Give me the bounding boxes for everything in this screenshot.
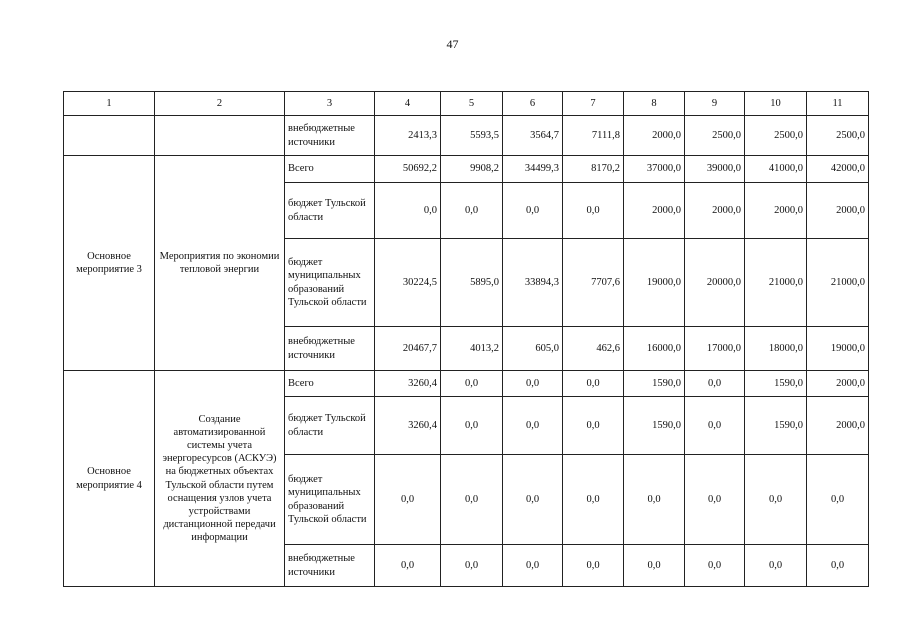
value-cell: 21000,0 <box>807 239 869 327</box>
value-cell: 1590,0 <box>745 371 807 397</box>
value-cell: 20000,0 <box>685 239 745 327</box>
value-cell: 0,0 <box>503 371 563 397</box>
value-cell: 19000,0 <box>624 239 685 327</box>
value-cell: 4013,2 <box>441 327 503 371</box>
value-cell: 0,0 <box>624 545 685 587</box>
value-cell: 2413,3 <box>375 116 441 156</box>
value-cell: 0,0 <box>807 455 869 545</box>
funding-source: внебюджетные источники <box>285 545 375 587</box>
funding-source: бюджет Тульской области <box>285 397 375 455</box>
value-cell: 0,0 <box>624 455 685 545</box>
value-cell: 0,0 <box>441 371 503 397</box>
value-cell: 2000,0 <box>807 397 869 455</box>
value-cell: 0,0 <box>503 545 563 587</box>
value-cell: 0,0 <box>563 397 624 455</box>
value-cell: 0,0 <box>745 455 807 545</box>
value-cell: 0,0 <box>563 455 624 545</box>
value-cell: 1590,0 <box>624 371 685 397</box>
value-cell: 2000,0 <box>685 183 745 239</box>
activity-code: Основное мероприятие 4 <box>64 371 155 587</box>
activity-name: Мероприятия по экономии тепловой энергии <box>155 156 285 371</box>
value-cell: 3260,4 <box>375 397 441 455</box>
value-cell: 0,0 <box>503 397 563 455</box>
funding-source: внебюджетные источники <box>285 327 375 371</box>
funding-source: Всего <box>285 156 375 183</box>
value-cell: 0,0 <box>563 545 624 587</box>
header-cell: 10 <box>745 92 807 116</box>
value-cell: 0,0 <box>503 455 563 545</box>
header-cell: 2 <box>155 92 285 116</box>
table-row <box>64 371 869 397</box>
value-cell: 30224,5 <box>375 239 441 327</box>
value-cell: 18000,0 <box>745 327 807 371</box>
value-cell: 0,0 <box>441 545 503 587</box>
value-cell: 41000,0 <box>745 156 807 183</box>
value-cell: 2500,0 <box>685 116 745 156</box>
header-cell: 4 <box>375 92 441 116</box>
value-cell: 0,0 <box>441 455 503 545</box>
value-cell: 0,0 <box>807 545 869 587</box>
value-cell: 2000,0 <box>745 183 807 239</box>
value-cell: 3564,7 <box>503 116 563 156</box>
table-row <box>64 116 869 156</box>
value-cell: 0,0 <box>685 455 745 545</box>
value-cell: 42000,0 <box>807 156 869 183</box>
value-cell: 1590,0 <box>745 397 807 455</box>
value-cell: 462,6 <box>563 327 624 371</box>
header-cell: 6 <box>503 92 563 116</box>
header-cell: 11 <box>807 92 869 116</box>
value-cell: 0,0 <box>503 183 563 239</box>
header-row <box>64 92 869 116</box>
empty-cell <box>155 116 285 156</box>
value-cell: 0,0 <box>441 397 503 455</box>
header-cell: 7 <box>563 92 624 116</box>
activity-code: Основное мероприятие 3 <box>64 156 155 371</box>
value-cell: 7707,6 <box>563 239 624 327</box>
value-cell: 34499,3 <box>503 156 563 183</box>
value-cell: 39000,0 <box>685 156 745 183</box>
value-cell: 2500,0 <box>745 116 807 156</box>
value-cell: 19000,0 <box>807 327 869 371</box>
value-cell: 2000,0 <box>624 183 685 239</box>
value-cell: 0,0 <box>441 183 503 239</box>
value-cell: 1590,0 <box>624 397 685 455</box>
value-cell: 5895,0 <box>441 239 503 327</box>
funding-source: внебюджетные источники <box>285 116 375 156</box>
value-cell: 0,0 <box>375 183 441 239</box>
value-cell: 33894,3 <box>503 239 563 327</box>
value-cell: 37000,0 <box>624 156 685 183</box>
funding-source: бюджет Тульской области <box>285 183 375 239</box>
value-cell: 3260,4 <box>375 371 441 397</box>
table-row <box>64 156 869 183</box>
value-cell: 16000,0 <box>624 327 685 371</box>
value-cell: 7111,8 <box>563 116 624 156</box>
header-cell: 9 <box>685 92 745 116</box>
value-cell: 605,0 <box>503 327 563 371</box>
value-cell: 0,0 <box>563 371 624 397</box>
value-cell: 0,0 <box>375 455 441 545</box>
header-cell: 5 <box>441 92 503 116</box>
value-cell: 21000,0 <box>745 239 807 327</box>
value-cell: 2000,0 <box>624 116 685 156</box>
value-cell: 0,0 <box>375 545 441 587</box>
header-cell: 3 <box>285 92 375 116</box>
value-cell: 5593,5 <box>441 116 503 156</box>
value-cell: 8170,2 <box>563 156 624 183</box>
value-cell: 17000,0 <box>685 327 745 371</box>
funding-source: Всего <box>285 371 375 397</box>
header-cell: 8 <box>624 92 685 116</box>
value-cell: 2000,0 <box>807 183 869 239</box>
value-cell: 9908,2 <box>441 156 503 183</box>
funding-source: бюджет муниципальных образований Тульской области <box>285 239 375 327</box>
value-cell: 0,0 <box>745 545 807 587</box>
empty-cell <box>64 116 155 156</box>
budget-table <box>63 91 869 587</box>
funding-source: бюджет муниципальных образований Тульской области <box>285 455 375 545</box>
value-cell: 20467,7 <box>375 327 441 371</box>
value-cell: 0,0 <box>685 371 745 397</box>
value-cell: 0,0 <box>685 397 745 455</box>
value-cell: 2500,0 <box>807 116 869 156</box>
value-cell: 0,0 <box>685 545 745 587</box>
header-cell: 1 <box>64 92 155 116</box>
value-cell: 50692,2 <box>375 156 441 183</box>
page-number: 47 <box>446 37 459 51</box>
value-cell: 0,0 <box>563 183 624 239</box>
activity-name: Создание автоматизированной системы учета энергоресурсов (АСКУЭ) на бюджетных объектах Тульской области путем оснащения узлов учета устройствами дистанционной передачи информации <box>155 371 285 587</box>
value-cell: 2000,0 <box>807 371 869 397</box>
